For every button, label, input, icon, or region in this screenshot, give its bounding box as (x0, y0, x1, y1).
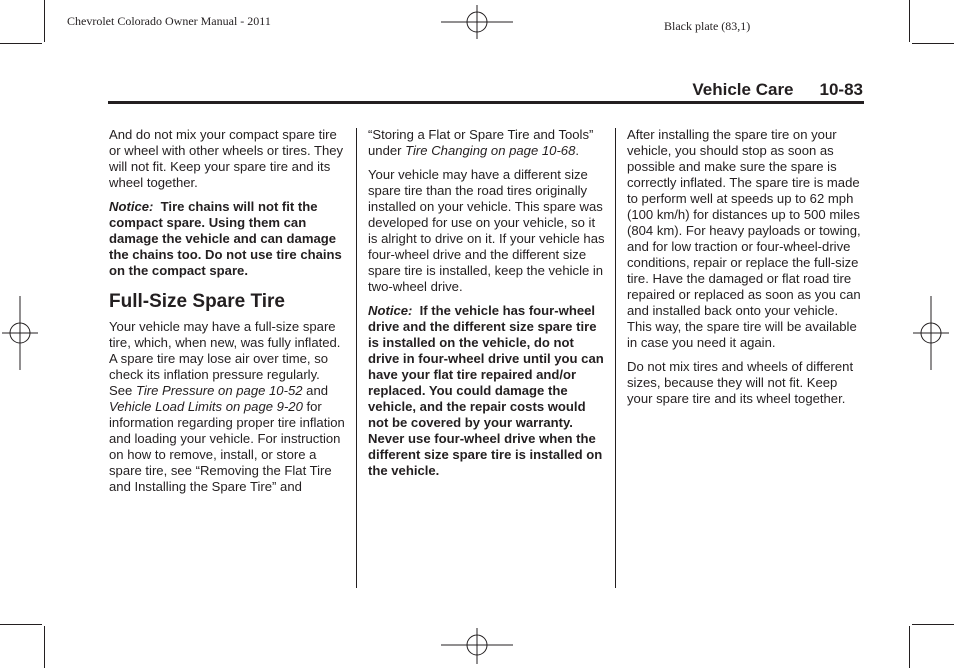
text: for information regarding proper tire inflation and loading your vehicle. For instruction on how to remove, install, or store a spare tire, see “Removing the Flat Tire and Installing the Spare Tire” and (109, 399, 345, 494)
paragraph: Do not mix tires and wheels of different sizes, because they will not fit. Keep your spare tire and its wheel together. (627, 359, 854, 406)
column-divider (356, 128, 357, 588)
paragraph: And do not mix your compact spare tire or wheel with other wheels or tires. They will not fit. Keep your spare tire and its wheel together. (109, 127, 344, 190)
running-head (600, 80, 863, 100)
crop-mark (44, 0, 45, 42)
cross-reference-link[interactable]: Tire Pressure on page 10-52 (135, 383, 303, 398)
registration-mark-icon (2, 296, 38, 370)
crop-mark (0, 624, 42, 625)
notice-text: If the vehicle has four-wheel drive and the different size spare tire is installed on the vehicle, do not drive in four-wheel drive until you can have your flat tire repaired and/or replaced. You could damage the vehicle, and the repair costs would not be covered by your warranty. Never use four-wheel drive when the different size spare tire is installed on the vehicle. (368, 303, 604, 478)
notice-label: Notice: (109, 199, 154, 214)
crop-mark (909, 0, 910, 42)
notice (368, 303, 606, 479)
paragraph: After installing the spare tire on your vehicle, you should stop as soon as possible and make sure the spare is correctly inflated. The spare tire is made to perform well at speeds up to 62 mph (100 km/h) for distances up to 500 miles (804 km). For heavy payloads or towing, and for low traction or four-wheel-drive conditions, repair or replace the full-size tire. Have the damaged or flat road tire repaired or replaced as soon as you can and installed back onto your vehicle. This way, the spare tire will be available in case you need it again. (627, 127, 861, 350)
page-number: 10-83 (819, 80, 863, 99)
registration-mark-icon (441, 5, 513, 39)
text: “Storing a Flat or Spare Tire and Tools” under (368, 127, 594, 158)
column-1 (109, 127, 345, 503)
cross-reference-link[interactable]: Tire Changing on page 10-68 (405, 143, 576, 158)
notice-label: Notice: (368, 303, 413, 318)
column-3 (627, 127, 865, 415)
text: Your vehicle may have a full-size spare tire, which, when new, was fully inflated. A spare tire may lose air over time, so check its inflation pressure regularly. See (109, 319, 341, 398)
notice-text: Tire chains will not fit the compact spare. Using them can damage the vehicle and can damage the chains too. Do not use tire chains on the compact spare. (109, 199, 342, 278)
crop-mark (912, 624, 954, 625)
crop-mark (44, 626, 45, 668)
crop-mark (0, 43, 42, 44)
column-divider (615, 128, 616, 588)
registration-mark-icon (913, 296, 949, 370)
header-rule (108, 101, 864, 104)
text: . (575, 143, 580, 158)
crop-mark (909, 626, 910, 668)
paragraph (368, 127, 606, 159)
section-title: Vehicle Care (692, 80, 794, 99)
crop-mark (912, 43, 954, 44)
text: and (306, 383, 329, 398)
paragraph: Your vehicle may have a different size spare tire than the road tires originally installed on your vehicle. This spare was developed for use on your vehicle, so it is alright to drive on it. If your vehicle has four-wheel drive and the different size spare tire is installed, keep the vehicle in two-wheel drive. (368, 167, 605, 294)
section-heading: Full-Size Spare Tire (109, 291, 285, 312)
cross-reference-link[interactable]: Vehicle Load Limits on page 9-20 (109, 399, 303, 414)
paragraph (109, 319, 345, 495)
registration-mark-icon (441, 628, 513, 664)
notice (109, 199, 345, 279)
column-2 (368, 127, 606, 487)
plate-label: Black plate (83,1) (664, 19, 751, 33)
document-title: Chevrolet Colorado Owner Manual - 2011 (67, 14, 271, 28)
